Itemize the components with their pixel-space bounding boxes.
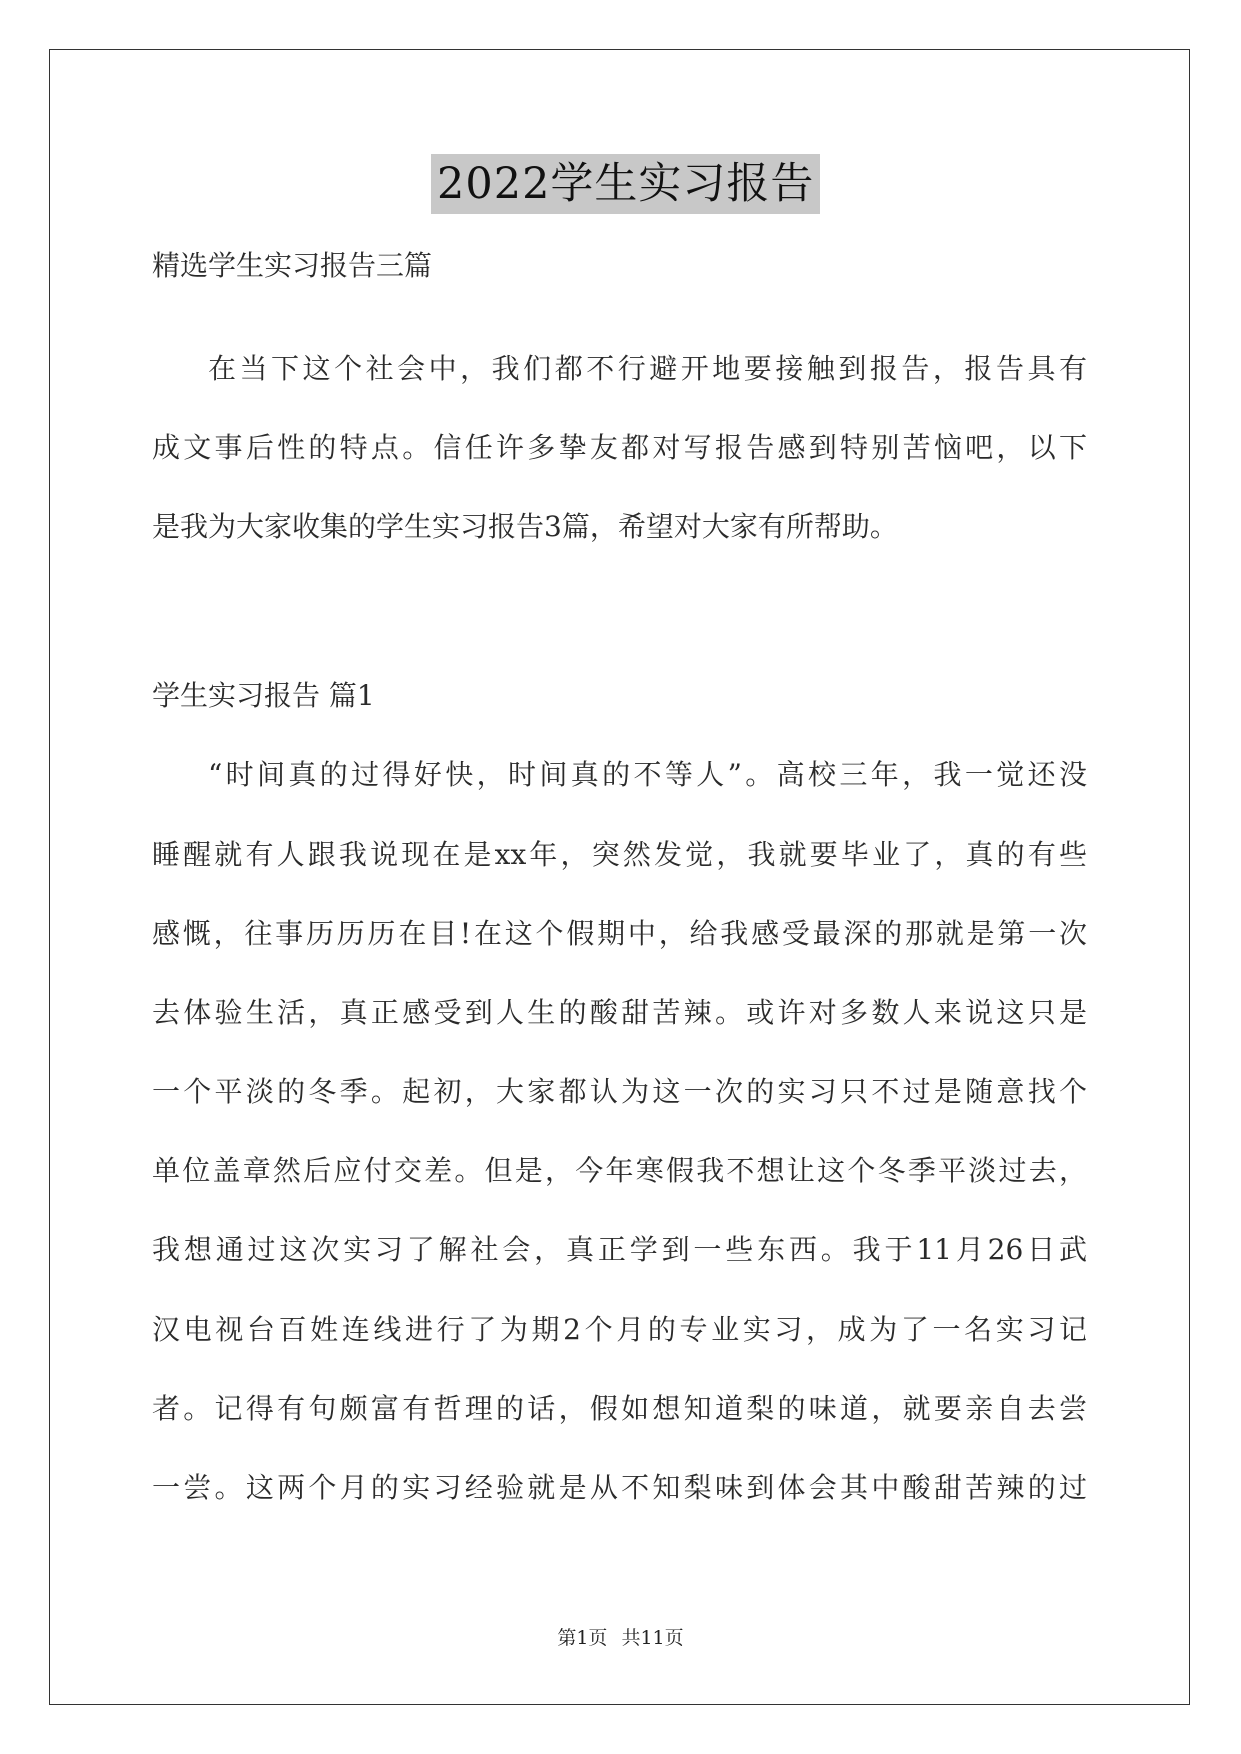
body-line-5: 一个平淡的冬季。起初，大家都认为这一次的实习只不过是随意找个 xyxy=(152,1075,1087,1108)
body-line-2: 睡醒就有人跟我说现在是xx年，突然发觉，我就要毕业了，真的有些 xyxy=(152,838,1087,871)
document-title: 2022学生实习报告 xyxy=(431,154,820,214)
body-line-3: 感慨，往事历历历在目!在这个假期中，给我感受最深的那就是第一次 xyxy=(152,917,1087,950)
page-number: 第1页 xyxy=(557,1627,608,1649)
page-footer xyxy=(0,1623,1241,1650)
body-line-8: 汉电视台百姓连线进行了为期2个月的专业实习，成为了一名实习记 xyxy=(152,1313,1087,1346)
page-total: 共11页 xyxy=(621,1627,684,1649)
intro-line-2: 成文事后性的特点。信任许多挚友都对写报告感到特别苦恼吧，以下 xyxy=(152,431,1087,464)
body-line-4: 去体验生活，真正感受到人生的酸甜苦辣。或许对多数人来说这只是 xyxy=(152,996,1087,1029)
intro-line-3: 是我为大家收集的学生实习报告3篇，希望对大家有所帮助。 xyxy=(152,510,898,543)
page-border xyxy=(49,49,1190,1705)
body-line-7: 我想通过这次实习了解社会，真正学到一些东西。我于11月26日武 xyxy=(152,1233,1087,1266)
body-line-9: 者。记得有句颇富有哲理的话，假如想知道梨的味道，就要亲自去尝 xyxy=(152,1392,1087,1425)
intro-line-1: 在当下这个社会中，我们都不行避开地要接触到报告，报告具有 xyxy=(208,352,1087,385)
body-line-1: “时间真的过得好快，时间真的不等人”。高校三年，我一觉还没 xyxy=(208,758,1087,791)
body-line-10: 一尝。这两个月的实习经验就是从不知梨味到体会其中酸甜苦辣的过 xyxy=(152,1471,1087,1504)
document-subtitle: 精选学生实习报告三篇 xyxy=(152,249,433,282)
body-line-6: 单位盖章然后应付交差。但是，今年寒假我不想让这个冬季平淡过去， xyxy=(152,1154,1087,1187)
section-heading: 学生实习报告 篇1 xyxy=(152,679,375,712)
